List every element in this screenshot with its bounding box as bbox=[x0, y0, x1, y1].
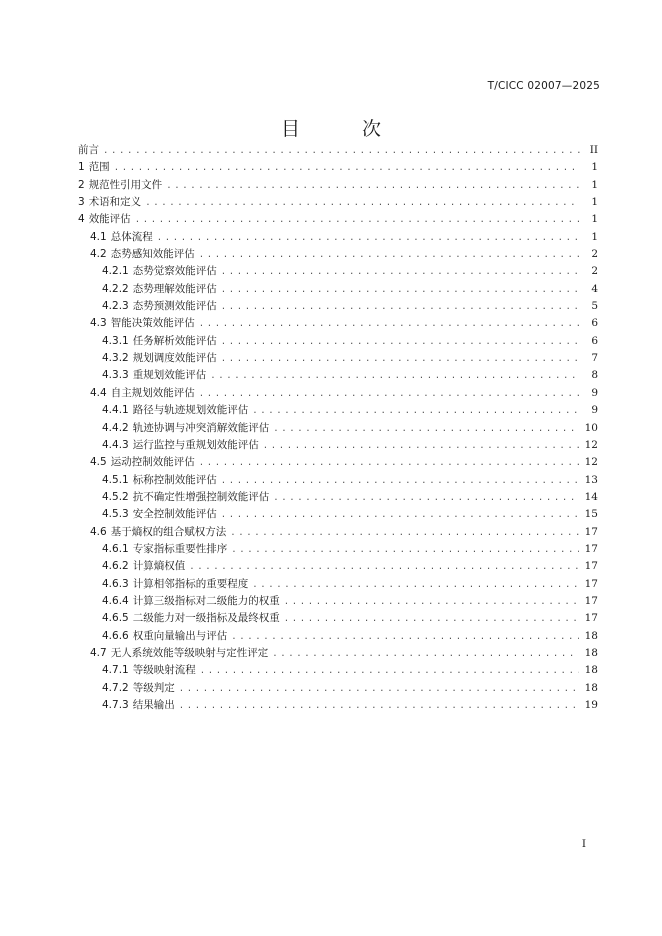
toc-leader-dots bbox=[272, 646, 578, 663]
toc-entry-page: 1 bbox=[591, 178, 598, 191]
toc-leader-dots bbox=[221, 264, 580, 281]
toc-leader-dots bbox=[145, 195, 580, 212]
toc-entry-number: 4.3 bbox=[90, 317, 107, 330]
toc-entry-number: 4.6.3 bbox=[102, 577, 129, 590]
toc-leader-dots bbox=[221, 507, 579, 524]
toc-entry[interactable] bbox=[78, 524, 598, 541]
toc-entry-number: 4 bbox=[78, 213, 85, 226]
toc-entry-title: 计算三级指标对二级能力的权重 bbox=[132, 594, 280, 607]
toc-entry-number: 4.5.1 bbox=[102, 473, 129, 486]
toc-leader-dots bbox=[199, 455, 579, 472]
toc-entry-page: 17 bbox=[584, 542, 598, 555]
toc-entry-number: 4.6 bbox=[90, 525, 107, 538]
toc-entry-page: 9 bbox=[591, 404, 598, 417]
toc-leader-dots bbox=[221, 351, 580, 368]
toc-entry-page: 19 bbox=[584, 699, 598, 711]
toc-entry-title: 专家指标重要性排序 bbox=[132, 542, 228, 555]
toc-entry[interactable] bbox=[78, 593, 598, 610]
toc-leader-dots bbox=[273, 421, 578, 438]
toc-leader-dots bbox=[221, 334, 580, 351]
toc-entry-title: 等级判定 bbox=[132, 681, 175, 694]
toc-entry-number: 4.5.3 bbox=[102, 508, 129, 521]
toc-entry[interactable] bbox=[78, 246, 598, 263]
toc-entry[interactable] bbox=[78, 420, 598, 437]
toc-entry-number: 4.3.3 bbox=[102, 369, 129, 382]
toc-entry[interactable] bbox=[78, 454, 598, 471]
toc-entry-title: 任务解析效能评估 bbox=[132, 334, 217, 347]
toc-entry-page: 12 bbox=[584, 438, 598, 451]
toc-entry-page: 8 bbox=[591, 369, 598, 382]
toc-entry-number: 4.7.2 bbox=[102, 681, 129, 694]
toc-leader-dots bbox=[231, 629, 578, 646]
toc-leader-dots bbox=[199, 316, 580, 333]
toc-entry-page: 1 bbox=[591, 161, 598, 174]
toc-entry-title: 前言 bbox=[78, 144, 99, 156]
toc-entry-number: 4.7.3 bbox=[102, 699, 129, 711]
toc-entry-number: 1 bbox=[78, 161, 85, 174]
toc-entry-number: 4.4.1 bbox=[102, 404, 129, 417]
toc-entry-number: 2 bbox=[78, 178, 85, 191]
toc-entry-page: 17 bbox=[584, 560, 598, 573]
toc-entry[interactable] bbox=[78, 506, 598, 523]
toc-entry-number: 4.7 bbox=[90, 646, 107, 659]
toc-entry[interactable] bbox=[78, 402, 598, 419]
toc-entry-page: 9 bbox=[591, 386, 598, 399]
toc-entry-page: II bbox=[589, 144, 598, 156]
toc-entry-number: 4.2.3 bbox=[102, 300, 129, 313]
toc-entry-page: 12 bbox=[584, 456, 598, 469]
toc-leader-dots bbox=[230, 525, 578, 542]
toc-entry-page: 18 bbox=[584, 681, 598, 694]
toc-entry-title: 计算相邻指标的重要程度 bbox=[132, 577, 249, 590]
toc-entry[interactable] bbox=[78, 680, 598, 697]
toc-entry-number: 4.3.2 bbox=[102, 352, 129, 365]
toc-entry-page: 18 bbox=[584, 646, 598, 659]
toc-entry-number: 4.5 bbox=[90, 456, 107, 469]
toc-entry-number: 3 bbox=[78, 196, 85, 209]
toc-entry-number: 4.6.2 bbox=[102, 560, 129, 573]
toc-entry-page: 7 bbox=[591, 352, 598, 365]
toc-entry-page: 6 bbox=[591, 334, 598, 347]
toc-entry-page: 1 bbox=[591, 213, 598, 226]
toc-entry-title: 规范性引用文件 bbox=[88, 178, 163, 191]
toc-entry-page: 17 bbox=[584, 525, 598, 538]
toc-entry[interactable] bbox=[78, 298, 598, 315]
toc-entry[interactable] bbox=[78, 697, 598, 714]
toc-entry-title: 标称控制效能评估 bbox=[132, 473, 217, 486]
toc-entry-title: 智能决策效能评估 bbox=[110, 317, 195, 330]
toc-entry-page: 10 bbox=[584, 421, 598, 434]
toc-entry[interactable] bbox=[78, 367, 598, 384]
toc-entry-page: 17 bbox=[584, 577, 598, 590]
toc-entry-page: 2 bbox=[591, 248, 598, 261]
toc-entry-title: 路径与轨迹规划效能评估 bbox=[132, 404, 249, 417]
toc-entry[interactable] bbox=[78, 576, 598, 593]
toc-entry[interactable] bbox=[78, 489, 598, 506]
toc-entry[interactable] bbox=[78, 229, 598, 246]
toc-entry[interactable] bbox=[78, 437, 598, 454]
toc-leader-dots bbox=[166, 178, 580, 195]
toc-entry-title: 轨迹协调与冲突消解效能评估 bbox=[132, 421, 270, 434]
toc-entry-title: 计算熵权值 bbox=[132, 560, 186, 573]
toc-leader-dots bbox=[221, 473, 579, 490]
toc-entry-title: 术语和定义 bbox=[88, 196, 142, 209]
page-title: 目 次 bbox=[280, 118, 410, 140]
toc-leader-dots bbox=[273, 490, 578, 507]
toc-leader-dots bbox=[284, 611, 579, 628]
toc-entry[interactable] bbox=[78, 558, 598, 575]
toc-entry[interactable] bbox=[78, 159, 598, 176]
toc-entry-page: 17 bbox=[584, 612, 598, 625]
toc-leader-dots bbox=[263, 438, 579, 455]
toc-entry-number: 4.7.1 bbox=[102, 664, 129, 677]
toc-entry-title: 安全控制效能评估 bbox=[132, 508, 217, 521]
toc-entry-page: 14 bbox=[584, 490, 598, 503]
toc-entry[interactable] bbox=[78, 472, 598, 489]
toc-entry-page: 6 bbox=[591, 317, 598, 330]
toc-entry-title: 结果输出 bbox=[132, 699, 175, 711]
page-number: I bbox=[581, 838, 586, 850]
toc-entry-number: 4.2 bbox=[90, 248, 107, 261]
toc-entry-page: 18 bbox=[584, 629, 598, 642]
toc-entry-title: 总体流程 bbox=[110, 230, 153, 243]
toc-entry[interactable] bbox=[78, 142, 598, 159]
toc-entry-number: 4.4.3 bbox=[102, 438, 129, 451]
toc-entry-title: 态势感知效能评估 bbox=[110, 248, 195, 261]
toc-leader-dots bbox=[221, 282, 580, 299]
toc-entry[interactable] bbox=[78, 281, 598, 298]
toc-entry[interactable] bbox=[78, 194, 598, 211]
toc-leader-dots bbox=[189, 559, 578, 576]
toc-entry-page: 5 bbox=[591, 300, 598, 313]
toc-entry-number: 4.4 bbox=[90, 386, 107, 399]
toc-entry[interactable] bbox=[78, 610, 598, 627]
toc-entry[interactable] bbox=[78, 350, 598, 367]
toc-leader-dots bbox=[199, 247, 580, 264]
toc-entry-title: 效能评估 bbox=[88, 213, 131, 226]
toc-leader-dots bbox=[210, 368, 580, 385]
document-code: T/CICC 02007—2025 bbox=[487, 80, 600, 92]
toc-entry[interactable] bbox=[78, 263, 598, 280]
toc-entry-number: 4.5.2 bbox=[102, 490, 129, 503]
toc-leader-dots bbox=[103, 143, 580, 160]
toc-entry-page: 17 bbox=[584, 594, 598, 607]
toc-entry[interactable] bbox=[78, 211, 598, 228]
toc-entry-title: 权重向量输出与评估 bbox=[132, 629, 228, 642]
toc-entry[interactable] bbox=[78, 315, 598, 332]
toc-entry[interactable] bbox=[78, 541, 598, 558]
toc-leader-dots bbox=[179, 698, 579, 715]
toc-entry-title: 运动控制效能评估 bbox=[110, 456, 195, 469]
toc-entry-page: 4 bbox=[591, 282, 598, 295]
toc-entry-page: 18 bbox=[584, 664, 598, 677]
toc-leader-dots bbox=[200, 663, 579, 680]
toc-entry[interactable] bbox=[78, 645, 598, 662]
toc-entry-title: 重规划效能评估 bbox=[132, 369, 207, 382]
toc-entry-page: 2 bbox=[591, 265, 598, 278]
toc-entry-number: 4.6.1 bbox=[102, 542, 129, 555]
toc-entry-title: 态势理解效能评估 bbox=[132, 282, 217, 295]
toc-leader-dots bbox=[252, 403, 580, 420]
toc-leader-dots bbox=[199, 386, 580, 403]
toc-leader-dots bbox=[179, 681, 579, 698]
toc-entry-title: 规划调度效能评估 bbox=[132, 352, 217, 365]
toc-entry-title: 等级映射流程 bbox=[132, 664, 196, 677]
toc-entry-page: 1 bbox=[591, 230, 598, 243]
toc-entry[interactable] bbox=[78, 385, 598, 402]
toc-entry-page: 1 bbox=[591, 196, 598, 209]
toc-entry-page: 15 bbox=[584, 508, 598, 521]
toc-leader-dots bbox=[114, 160, 580, 177]
toc-entry-number: 4.3.1 bbox=[102, 334, 129, 347]
toc-entry-number: 4.1 bbox=[90, 230, 107, 243]
toc-entry-number: 4.6.6 bbox=[102, 629, 129, 642]
toc-leader-dots bbox=[221, 299, 580, 316]
toc-entry-title: 抗不确定性增强控制效能评估 bbox=[132, 490, 270, 503]
toc-entry-title: 基于熵权的组合赋权方法 bbox=[110, 525, 227, 538]
toc-entry-number: 4.2.1 bbox=[102, 265, 129, 278]
toc-entry-title: 自主规划效能评估 bbox=[110, 386, 195, 399]
toc-leader-dots bbox=[231, 542, 578, 559]
toc-entry-number: 4.2.2 bbox=[102, 282, 129, 295]
toc-leader-dots bbox=[284, 594, 579, 611]
toc-entry[interactable] bbox=[78, 177, 598, 194]
table-of-contents bbox=[78, 142, 598, 714]
toc-entry-number: 4.6.4 bbox=[102, 594, 129, 607]
toc-entry-title: 运行监控与重规划效能评估 bbox=[132, 438, 259, 451]
toc-entry-number: 4.6.5 bbox=[102, 612, 129, 625]
toc-entry[interactable] bbox=[78, 333, 598, 350]
toc-leader-dots bbox=[157, 230, 580, 247]
toc-entry-title: 态势觉察效能评估 bbox=[132, 265, 217, 278]
toc-entry-title: 无人系统效能等级映射与定性评定 bbox=[110, 646, 269, 659]
toc-entry[interactable] bbox=[78, 628, 598, 645]
toc-leader-dots bbox=[252, 577, 578, 594]
toc-entry-page: 13 bbox=[584, 473, 598, 486]
toc-entry[interactable] bbox=[78, 662, 598, 679]
toc-leader-dots bbox=[135, 212, 580, 229]
toc-entry-number: 4.4.2 bbox=[102, 421, 129, 434]
toc-entry-title: 范围 bbox=[88, 161, 110, 174]
toc-entry-title: 二级能力对一级指标及最终权重 bbox=[132, 612, 280, 625]
toc-entry-title: 态势预测效能评估 bbox=[132, 300, 217, 313]
